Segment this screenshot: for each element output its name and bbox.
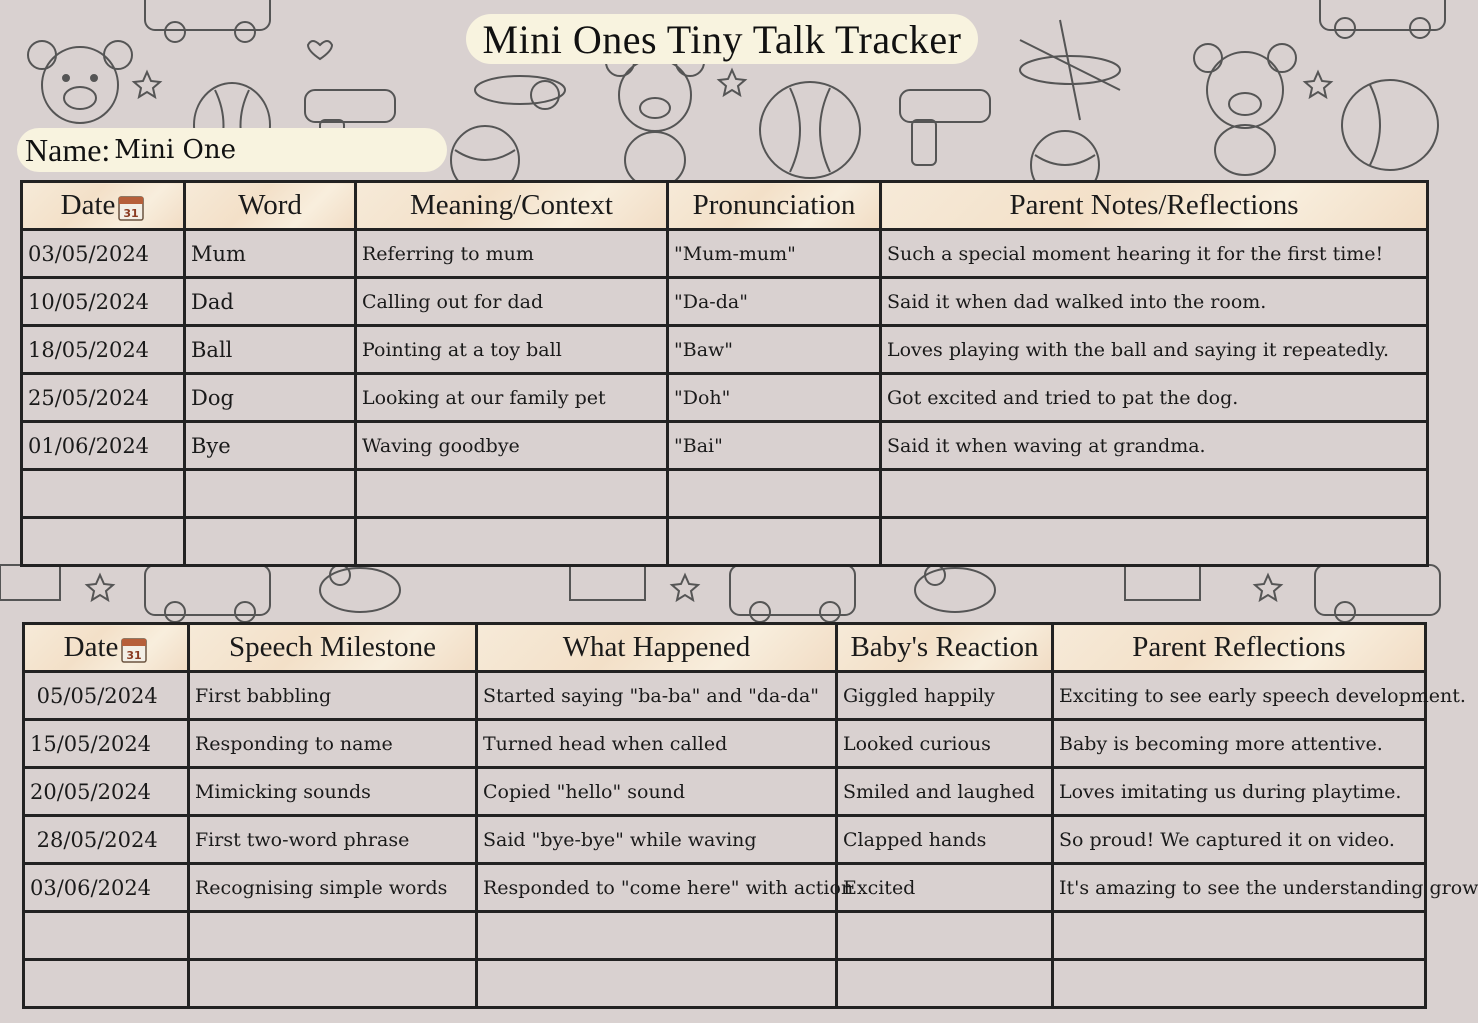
table-row <box>22 374 1428 422</box>
toy-bus-icon <box>1320 0 1445 38</box>
cell-reaction[interactable]: Giggled happily <box>837 672 1053 720</box>
star-icon <box>87 575 113 600</box>
cell-pronunciation[interactable]: "Da-da" <box>668 278 881 326</box>
cell-date[interactable]: 03/05/2024 <box>22 230 185 278</box>
cell-what-happened[interactable] <box>477 912 837 960</box>
header-pronunciation: Pronunciation <box>668 182 881 230</box>
calendar-icon-number: 31 <box>123 207 140 221</box>
cell-date[interactable]: 20/05/2024 <box>24 768 189 816</box>
table-row <box>22 326 1428 374</box>
header-parent-notes: Parent Notes/Reflections <box>881 182 1428 230</box>
cell-word[interactable]: Dog <box>185 374 356 422</box>
cell-word[interactable] <box>185 518 356 566</box>
cell-meaning[interactable]: Waving goodbye <box>356 422 668 470</box>
page-title: Mini Ones Tiny Talk Tracker <box>466 14 978 64</box>
header-date-label: Date <box>63 630 119 663</box>
cell-date[interactable]: 25/05/2024 <box>22 374 185 422</box>
toy-bus-icon <box>145 565 270 622</box>
cell-pronunciation[interactable]: "Baw" <box>668 326 881 374</box>
cell-word[interactable] <box>185 470 356 518</box>
star-icon <box>1255 575 1281 600</box>
cell-what-happened[interactable]: Said "bye-bye" while waving <box>477 816 837 864</box>
header-word: Word <box>185 182 356 230</box>
cell-notes[interactable]: Such a special moment hearing it for the first time! <box>881 230 1428 278</box>
cell-reflections[interactable]: So proud! We captured it on video. <box>1053 816 1426 864</box>
cell-date[interactable]: 05/05/2024 <box>24 672 189 720</box>
table-row <box>22 278 1428 326</box>
cell-milestone[interactable]: First babbling <box>189 672 477 720</box>
calendar-icon <box>120 634 148 664</box>
toy-plane-icon <box>475 76 565 109</box>
cell-meaning[interactable] <box>356 470 668 518</box>
cell-pronunciation[interactable]: "Bai" <box>668 422 881 470</box>
cell-notes[interactable] <box>881 470 1428 518</box>
header-baby-reaction: Baby's Reaction <box>837 624 1053 672</box>
cell-reaction[interactable] <box>837 912 1053 960</box>
cell-reflections[interactable] <box>1053 960 1426 1008</box>
header-speech-milestone: Speech Milestone <box>189 624 477 672</box>
rubber-duck-icon <box>320 565 400 612</box>
table-row <box>22 230 1428 278</box>
toy-gun-icon <box>900 90 990 165</box>
star-icon <box>672 575 698 600</box>
header-meaning: Meaning/Context <box>356 182 668 230</box>
cell-reaction[interactable] <box>837 960 1053 1008</box>
name-value[interactable]: Mini One <box>114 135 237 165</box>
cell-what-happened[interactable]: Copied "hello" sound <box>477 768 837 816</box>
cell-notes[interactable]: Said it when dad walked into the room. <box>881 278 1428 326</box>
toy-bus-icon <box>730 565 855 622</box>
teddy-bear-icon <box>28 41 132 123</box>
cell-reaction[interactable]: Excited <box>837 864 1053 912</box>
header-what-happened: What Happened <box>477 624 837 672</box>
cell-reaction[interactable]: Smiled and laughed <box>837 768 1053 816</box>
cell-milestone[interactable] <box>189 960 477 1008</box>
cell-reflections[interactable]: Baby is becoming more attentive. <box>1053 720 1426 768</box>
hot-air-balloon-icon <box>1342 80 1438 170</box>
cell-date[interactable]: 10/05/2024 <box>22 278 185 326</box>
words-table <box>20 180 1429 567</box>
table-row <box>24 768 1426 816</box>
toy-bus-icon <box>145 0 270 42</box>
gift-box-icon <box>1125 565 1200 600</box>
cell-notes[interactable]: Said it when waving at grandma. <box>881 422 1428 470</box>
cell-date[interactable] <box>22 470 185 518</box>
heart-icon <box>308 41 332 59</box>
teddy-bear-icon <box>606 48 704 188</box>
cell-what-happened[interactable]: Turned head when called <box>477 720 837 768</box>
cell-date[interactable]: 28/05/2024 <box>24 816 189 864</box>
cell-milestone[interactable]: Recognising simple words <box>189 864 477 912</box>
rubber-duck-icon <box>915 565 995 612</box>
cell-date[interactable]: 18/05/2024 <box>22 326 185 374</box>
cell-meaning[interactable]: Calling out for dad <box>356 278 668 326</box>
calendar-icon <box>117 192 145 222</box>
cell-reflections[interactable] <box>1053 912 1426 960</box>
cell-pronunciation[interactable]: "Doh" <box>668 374 881 422</box>
star-icon <box>719 70 745 95</box>
cell-notes[interactable]: Loves playing with the ball and saying it repeatedly. <box>881 326 1428 374</box>
cell-pronunciation[interactable] <box>668 470 881 518</box>
cell-meaning[interactable]: Looking at our family pet <box>356 374 668 422</box>
cell-milestone[interactable] <box>189 912 477 960</box>
toy-plane-icon <box>1020 20 1120 120</box>
cell-notes[interactable]: Got excited and tried to pat the dog. <box>881 374 1428 422</box>
table-row <box>24 960 1426 1008</box>
cell-what-happened[interactable]: Started saying "ba-ba" and "da-da" <box>477 672 837 720</box>
cell-word[interactable]: Bye <box>185 422 356 470</box>
cell-pronunciation[interactable]: "Mum-mum" <box>668 230 881 278</box>
cell-date[interactable]: 03/06/2024 <box>24 864 189 912</box>
cell-reflections[interactable]: Loves imitating us during playtime. <box>1053 768 1426 816</box>
table-row <box>24 864 1426 912</box>
cell-what-happened[interactable]: Responded to "come here" with action <box>477 864 837 912</box>
cell-date[interactable] <box>24 960 189 1008</box>
header-date-label: Date <box>60 188 116 221</box>
cell-milestone[interactable]: First two-word phrase <box>189 816 477 864</box>
name-label: Name: <box>25 131 111 168</box>
header-date <box>24 624 189 672</box>
calendar-icon-number: 31 <box>126 649 143 663</box>
cell-notes[interactable] <box>881 518 1428 566</box>
milestones-table <box>22 622 1478 1009</box>
table-row <box>22 422 1428 470</box>
cell-reflections[interactable]: Exciting to see early speech development. <box>1053 672 1426 720</box>
header-parent-reflections: Parent Reflections <box>1053 624 1426 672</box>
cell-word[interactable]: Mum <box>185 230 356 278</box>
milestones-table-header-row <box>24 624 1426 672</box>
cell-what-happened[interactable] <box>477 960 837 1008</box>
cell-pronunciation[interactable] <box>668 518 881 566</box>
cell-word[interactable]: Ball <box>185 326 356 374</box>
cell-reaction[interactable]: Looked curious <box>837 720 1053 768</box>
cell-milestone[interactable]: Responding to name <box>189 720 477 768</box>
cell-reflections[interactable]: It's amazing to see the understanding grow <box>1053 864 1426 912</box>
cell-word[interactable]: Dad <box>185 278 356 326</box>
gift-box-icon <box>0 565 60 600</box>
cell-meaning[interactable] <box>356 518 668 566</box>
hot-air-balloon-icon <box>760 82 860 178</box>
star-icon <box>134 72 160 97</box>
cell-meaning[interactable]: Pointing at a toy ball <box>356 326 668 374</box>
words-table-header-row <box>22 182 1428 230</box>
cell-date[interactable] <box>22 518 185 566</box>
cell-date[interactable]: 15/05/2024 <box>24 720 189 768</box>
table-row <box>24 672 1426 720</box>
table-row <box>24 816 1426 864</box>
toy-bus-icon <box>1315 565 1440 622</box>
table-row <box>22 518 1428 566</box>
cell-meaning[interactable]: Referring to mum <box>356 230 668 278</box>
gift-box-icon <box>570 565 645 600</box>
table-row <box>22 470 1428 518</box>
cell-reaction[interactable]: Clapped hands <box>837 816 1053 864</box>
teddy-bear-icon <box>1194 44 1296 175</box>
table-row <box>24 912 1426 960</box>
cell-milestone[interactable]: Mimicking sounds <box>189 768 477 816</box>
header-date <box>22 182 185 230</box>
star-icon <box>1305 72 1331 97</box>
cell-date[interactable]: 01/06/2024 <box>22 422 185 470</box>
cell-date[interactable] <box>24 912 189 960</box>
table-row <box>24 720 1426 768</box>
name-field[interactable] <box>17 128 447 172</box>
